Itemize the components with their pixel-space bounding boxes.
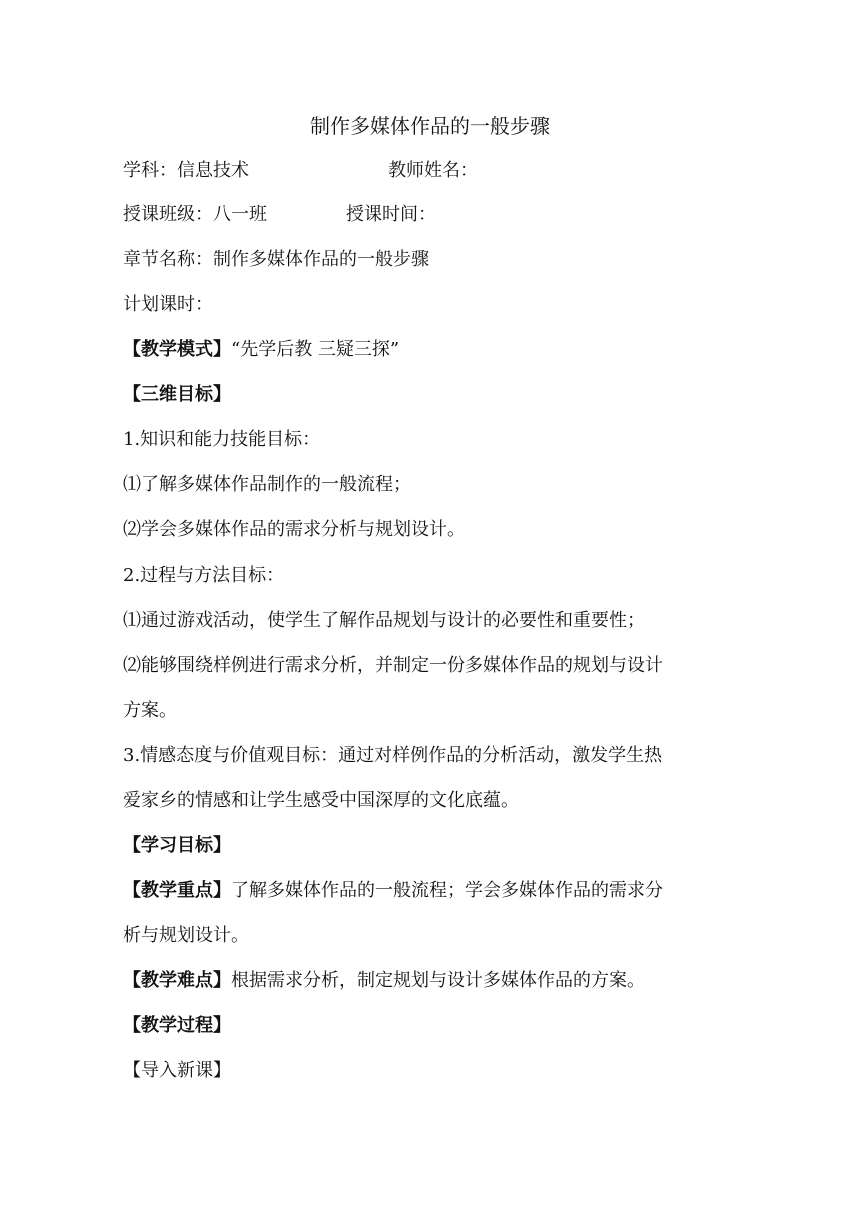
key-point-line2: 析与规划设计。 <box>123 925 249 946</box>
difficulty-label: 【教学难点】 <box>123 970 231 991</box>
goal2-item1: ⑴通过游戏活动，使学生了解作品规划与设计的必要性和重要性； <box>123 610 645 631</box>
document-title: 制作多媒体作品的一般步骤 <box>310 114 550 138</box>
teaching-mode-label: 【教学模式】 <box>123 339 231 360</box>
subject-line: 学科：信息技术 <box>123 160 249 181</box>
difficulty-text: 根据需求分析，制定规划与设计多媒体作品的方案。 <box>231 970 645 991</box>
key-point-label: 【教学重点】 <box>123 880 231 901</box>
teaching-process-heading: 【教学过程】 <box>123 1015 231 1036</box>
teaching-mode-text: “先学后教 三疑三探” <box>231 339 400 360</box>
goal3-line1: 3.情感态度与价值观目标：通过对样例作品的分析活动，激发学生热 <box>123 745 663 766</box>
goal2-item2-line1: ⑵能够围绕样例进行需求分析，并制定一份多媒体作品的规划与设计 <box>123 655 663 676</box>
learning-goals-heading: 【学习目标】 <box>123 835 231 856</box>
planned-hours-line: 计划课时： <box>123 294 213 315</box>
key-point-text: 了解多媒体作品的一般流程；学会多媒体作品的需求分 <box>231 880 663 901</box>
teacher-name-line: 教师姓名： <box>388 160 478 181</box>
goal3-line2: 爱家乡的情感和让学生感受中国深厚的文化底蕴。 <box>123 790 519 811</box>
intro-heading: 【导入新课】 <box>123 1060 231 1081</box>
goal2-item2-line2: 方案。 <box>123 700 177 721</box>
class-line: 授课班级：八一班 <box>123 204 267 225</box>
goal1-item2: ⑵学会多媒体作品的需求分析与规划设计。 <box>123 519 465 540</box>
difficulty-line <box>123 967 645 995</box>
chapter-line: 章节名称：制作多媒体作品的一般步骤 <box>123 249 429 270</box>
goal1-item1: ⑴了解多媒体作品制作的一般流程； <box>123 474 411 495</box>
key-point-line1 <box>123 877 663 905</box>
class-time-line: 授课时间： <box>346 204 436 225</box>
teaching-mode-line <box>123 336 399 364</box>
goal2-heading: 2.过程与方法目标： <box>123 565 285 586</box>
three-goals-heading: 【三维目标】 <box>123 384 231 405</box>
goal1-heading: 1.知识和能力技能目标： <box>123 429 321 450</box>
